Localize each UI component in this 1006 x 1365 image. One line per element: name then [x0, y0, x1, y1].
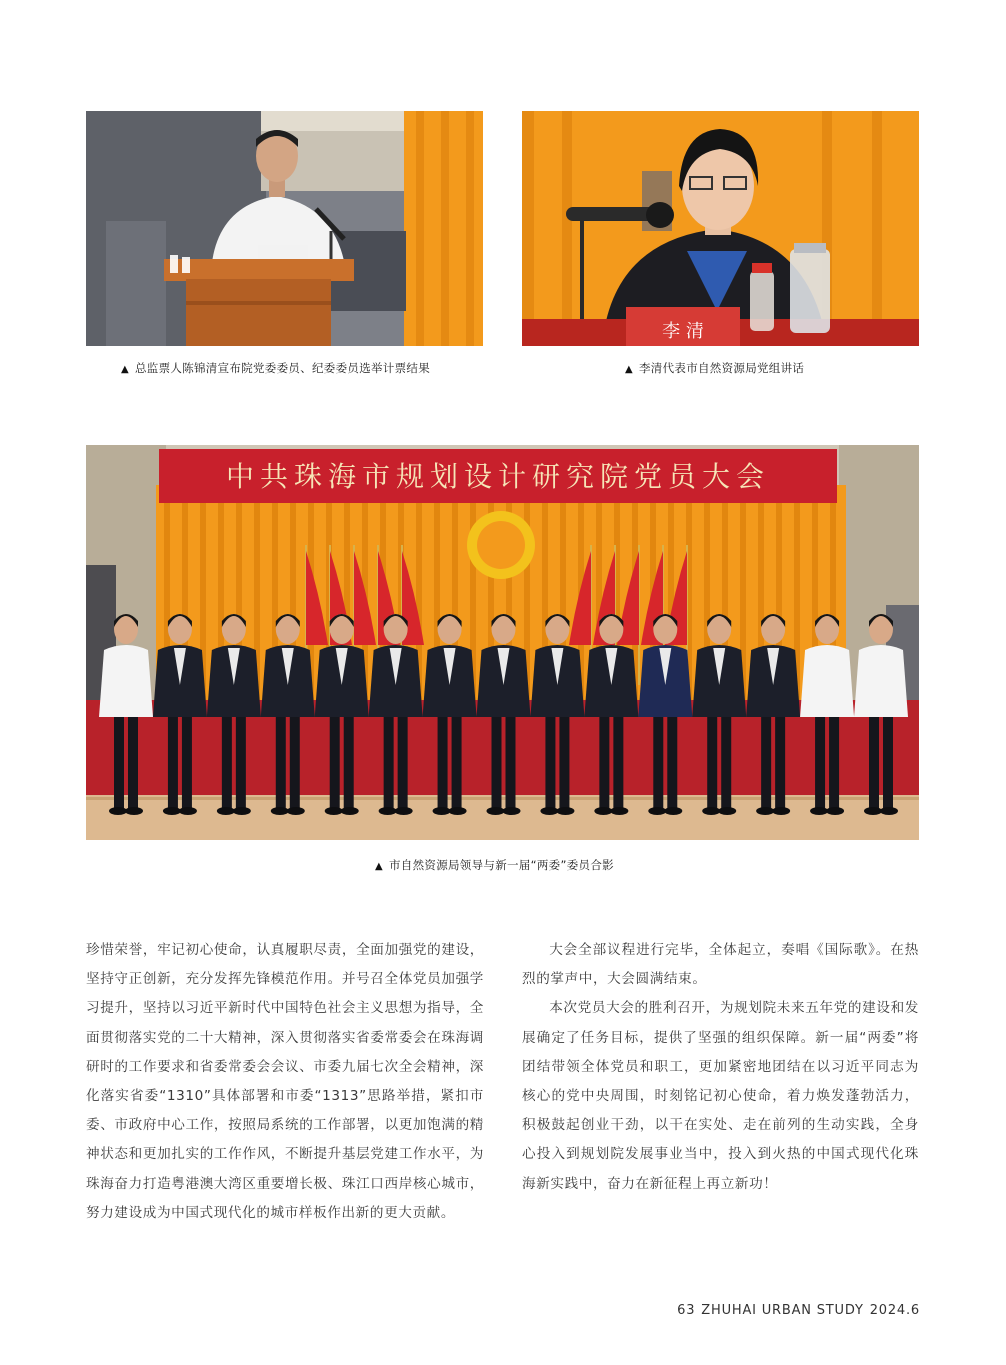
page-footer [671, 1303, 920, 1318]
page-number: 63 [677, 1303, 696, 1318]
photo-speaker-podium [86, 111, 483, 346]
photo-group [86, 445, 919, 840]
caption-text: 李清代表市自然资源局党组讲话 [639, 361, 805, 375]
banner-text: 中共珠海市规划设计研究院党员大会 [225, 460, 771, 493]
body-paragraph: 本次党员大会的胜利召开，为规划院未来五年党的建设和发展确定了任务目标，提供了坚强的组织保障。新一届“两委”将团结带领全体党员和职工，更加紧密地团结在以习近平同志为核心的党中央周围，时刻铭记初心使命，着力焕发蓬勃活力，积极鼓起创业干劲，以干在实处、走在前列的生动实践，全身心投入到规划院发展事业当中，投入到火热的中国式现代化珠海新实践中，奋力在新征程上再立新功！ [522, 1000, 919, 1192]
caption-text: 市自然资源局领导与新一届“两委”委员合影 [389, 858, 614, 872]
photo-woman-speaking [522, 111, 919, 346]
triangle-marker-icon: ▲ [375, 861, 383, 872]
body-left-column [86, 936, 484, 1228]
issue-date: 2024.6 [869, 1303, 920, 1318]
triangle-marker-icon: ▲ [121, 364, 129, 375]
caption-group [375, 857, 614, 873]
magazine-name: ZHUHAI URBAN STUDY [701, 1303, 864, 1318]
caption-text: 总监票人陈锦清宣布院党委委员、纪委委员选举计票结果 [135, 361, 430, 375]
body-paragraph: 珍惜荣誉，牢记初心使命，认真履职尽责，全面加强党的建设，坚持守正创新，充分发挥先锋模范作用。并号召全体党员加强学习提升，坚持以习近平新时代中国特色社会主义思想为指导，全面贯彻落实党的二十大精神，深入贯彻落实省委常委会在珠海调研时的工作要求和省委常委会会议、市委九届七次全会精神，深化落实省委“1310”具体部署和市委“1313”思路举措，紧扣市委、市政府中心工作，按照局系统的工作部署，以更加饱满的精神状态和更加扎实的工作作风，不断提升基层党建工作水平，为珠海奋力打造粤港澳大湾区重要增长极、珠江口西岸核心城市，努力建设成为中国式现代化的城市样板作出新的更大贡献。 [86, 942, 484, 1221]
body-paragraph: 大会全部议程进行完毕，全体起立，奏唱《国际歌》。在热烈的掌声中，大会圆满结束。 [522, 942, 919, 988]
caption-woman-speaking [625, 360, 804, 376]
body-right-column [522, 936, 919, 1199]
caption-speaker-podium [121, 360, 430, 376]
nameplate-text: 李 清 [662, 321, 704, 342]
triangle-marker-icon: ▲ [625, 364, 633, 375]
